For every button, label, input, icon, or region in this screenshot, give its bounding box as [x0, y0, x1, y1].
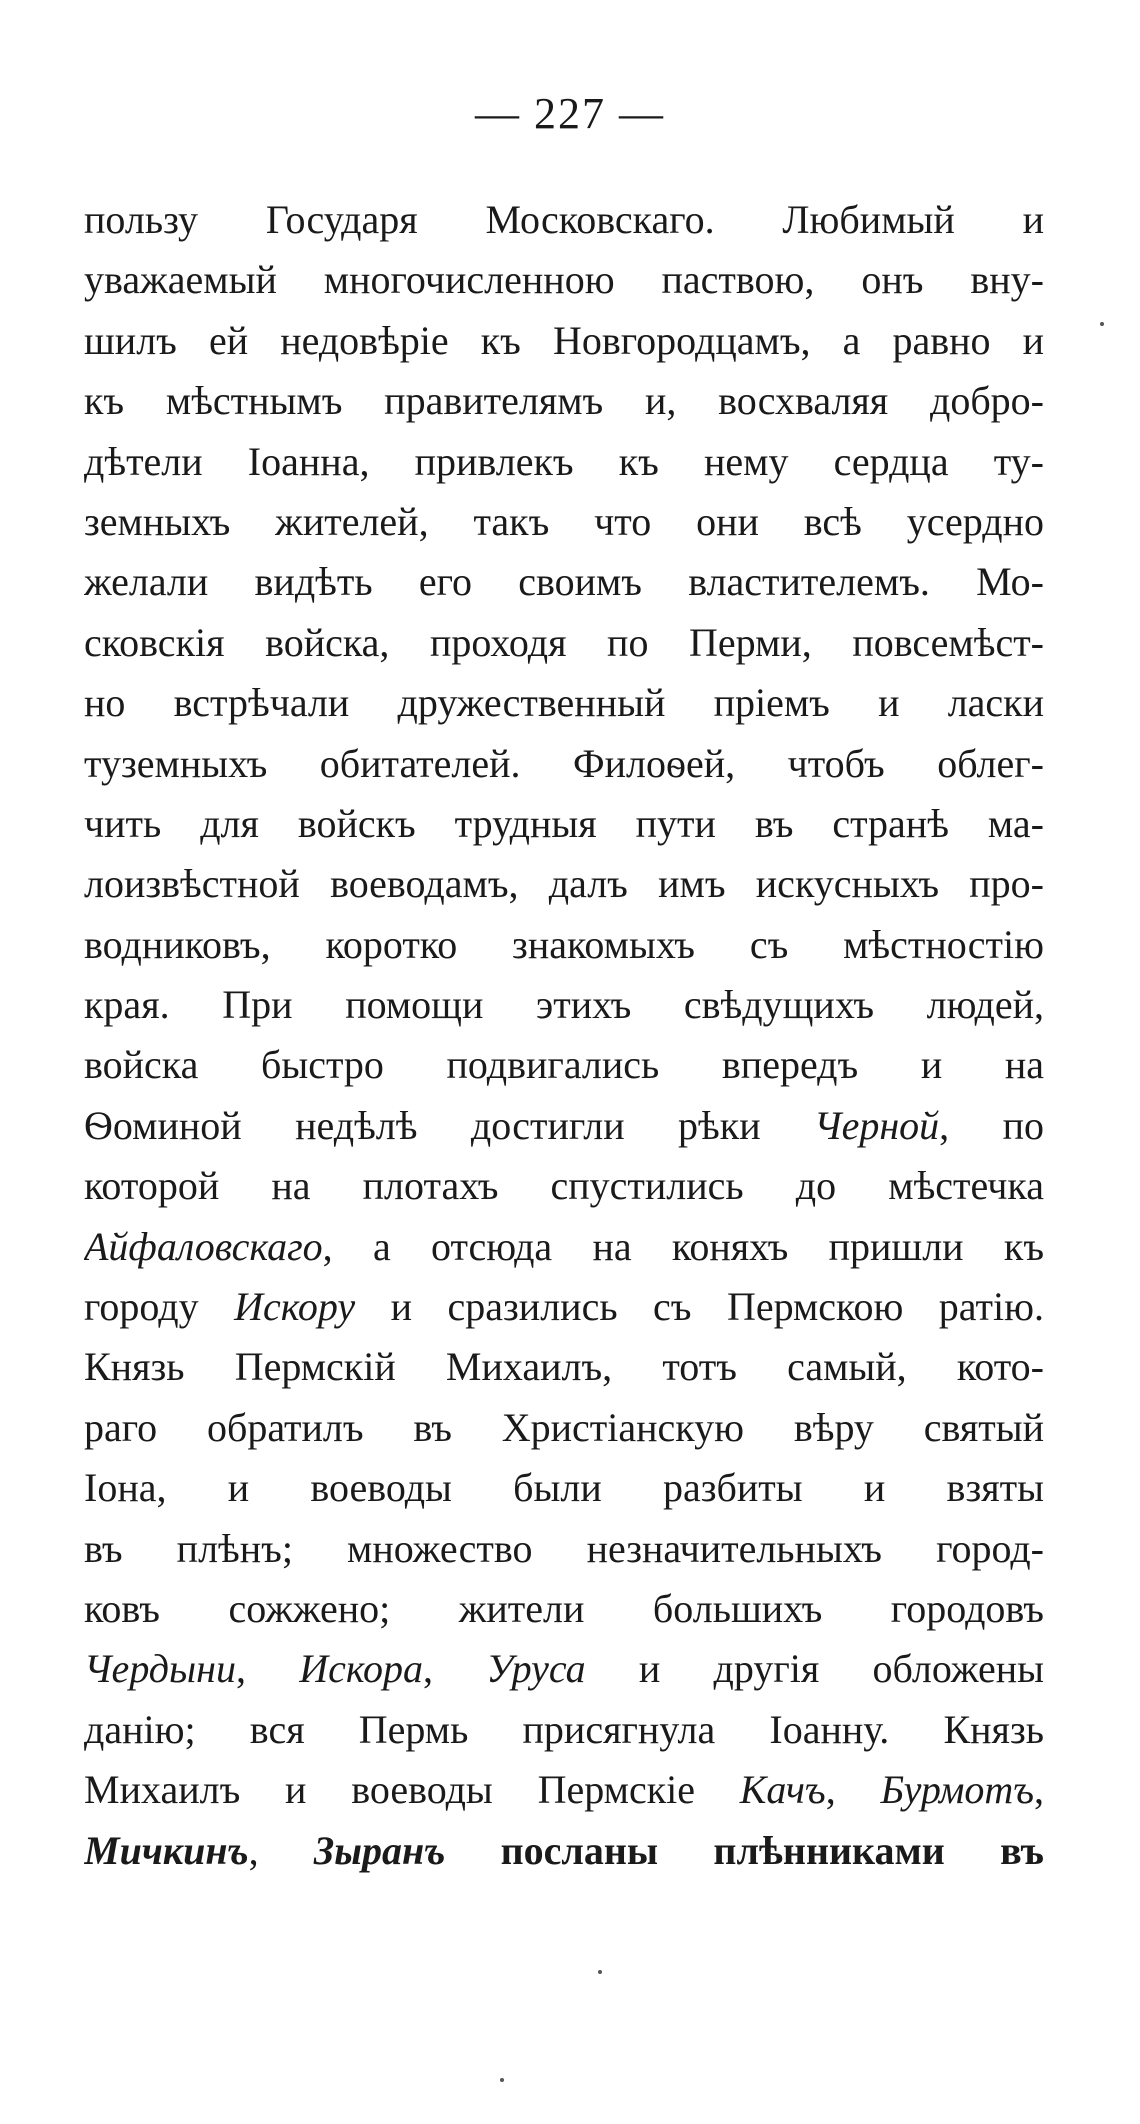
italic-name: Искору	[234, 1284, 356, 1330]
italic-name: Качъ	[739, 1767, 826, 1813]
text-line	[84, 854, 1044, 914]
text-segment: желали видѣть его своимъ властителемъ. Мо-	[84, 559, 1044, 605]
text-line	[84, 613, 1044, 673]
text-segment: сковскія войска, проходя по Перми, повсемѣст-	[84, 619, 1044, 665]
text-segment: водниковъ, коротко знакомыхъ съ мѣстностію	[84, 921, 1044, 967]
text-segment: чить для войскъ трудныя пути въ странѣ ма-	[84, 800, 1044, 846]
text-line	[84, 1700, 1044, 1760]
italic-name: Чердыни	[84, 1646, 236, 1692]
text-segment: ковъ сожжено; жители большихъ городовъ	[84, 1585, 1044, 1631]
text-line	[84, 794, 1044, 854]
text-segment: ,	[825, 1767, 881, 1813]
text-segment: ,	[235, 1646, 300, 1692]
italic-name: Бурмотъ	[880, 1767, 1034, 1813]
paper-speck	[1100, 322, 1104, 326]
text-line	[84, 432, 1044, 492]
text-segment: , по	[939, 1102, 1044, 1148]
italic-name: Мичкинъ	[84, 1827, 249, 1873]
text-segment: ,	[248, 1827, 314, 1873]
text-line	[84, 1337, 1044, 1397]
text-segment: края. При помощи этихъ свѣдущихъ людей,	[84, 982, 1044, 1028]
text-line	[84, 1035, 1044, 1095]
text-segment: , а отсюда на коняхъ пришли къ	[322, 1223, 1044, 1269]
text-segment: земныхъ жителей, такъ что они всѣ усердно	[84, 498, 1044, 544]
text-segment: которой на плотахъ спустились до мѣстечка	[84, 1163, 1044, 1209]
text-line	[84, 1639, 1044, 1699]
text-line	[84, 190, 1044, 250]
text-segment: дѣтели Іоанна, привлекъ къ нему сердца ту-	[84, 438, 1044, 484]
italic-name: Искора	[299, 1646, 424, 1692]
italic-name: Айфаловскаго	[84, 1223, 323, 1269]
italic-name: Зыранъ	[313, 1827, 446, 1873]
paper-speck	[598, 1970, 602, 1974]
italic-name: Черной	[814, 1102, 940, 1148]
text-segment: городу	[84, 1284, 235, 1330]
text-segment: ,	[1034, 1767, 1044, 1813]
text-line	[84, 492, 1044, 552]
text-segment: войска быстро подвигались впередъ и на	[84, 1042, 1044, 1088]
text-segment: но встрѣчали дружественный пріемъ и ласки	[84, 680, 1044, 726]
text-line	[84, 915, 1044, 975]
text-line	[84, 1096, 1044, 1156]
text-segment: и другія обложены	[585, 1646, 1044, 1692]
text-segment: Михаилъ и воеводы Пермскіе	[84, 1767, 740, 1813]
page-number: — 227 —	[475, 89, 665, 138]
text-line	[84, 371, 1044, 431]
paper-speck	[500, 2078, 504, 2082]
text-segment: къ мѣстнымъ правителямъ и, восхваляя добро-	[84, 378, 1044, 424]
text-line	[84, 1821, 1044, 1881]
text-line	[84, 1156, 1044, 1216]
text-segment: посланы плѣнниками въ	[445, 1827, 1044, 1873]
text-line	[84, 250, 1044, 310]
text-segment: пользу Государя Московскаго. Любимый и	[84, 197, 1044, 242]
italic-name: Уруса	[486, 1646, 586, 1692]
text-line	[84, 673, 1044, 733]
text-segment: Князь Пермскій Михаилъ, тотъ самый, кото-	[84, 1344, 1044, 1390]
text-segment: туземныхъ обитателей. Филоѳей, чтобъ облег-	[84, 740, 1044, 786]
text-line	[84, 311, 1044, 371]
text-line	[84, 1458, 1044, 1518]
text-segment: въ плѣнъ; множество незначительныхъ город-	[84, 1525, 1044, 1571]
text-segment: шилъ ей недовѣріе къ Новгородцамъ, а равно и	[84, 317, 1044, 363]
text-line	[84, 975, 1044, 1035]
text-segment: данію; вся Пермь присягнула Іоанну. Князь	[84, 1706, 1044, 1752]
text-line	[84, 1398, 1044, 1458]
text-segment: и сразились съ Пермскою ратію.	[355, 1284, 1044, 1330]
text-line	[84, 1760, 1044, 1820]
text-line	[84, 552, 1044, 612]
text-line	[84, 1277, 1044, 1337]
text-segment: Іона, и воеводы были разбиты и взяты	[84, 1465, 1044, 1511]
text-segment: Ѳоминой недѣлѣ достигли рѣки	[84, 1102, 815, 1148]
text-segment: раго обратилъ въ Христіанскую вѣру святый	[84, 1404, 1044, 1450]
text-segment: лоизвѣстной воеводамъ, далъ имъ искусныхъ про-	[84, 861, 1044, 907]
text-line	[84, 1519, 1044, 1579]
text-segment: ,	[423, 1646, 487, 1692]
text-line	[84, 1217, 1044, 1277]
text-line	[84, 1579, 1044, 1639]
body-text	[84, 190, 1044, 1881]
text-line	[84, 734, 1044, 794]
text-segment: уважаемый многочисленною паствою, онъ вну-	[84, 257, 1044, 303]
